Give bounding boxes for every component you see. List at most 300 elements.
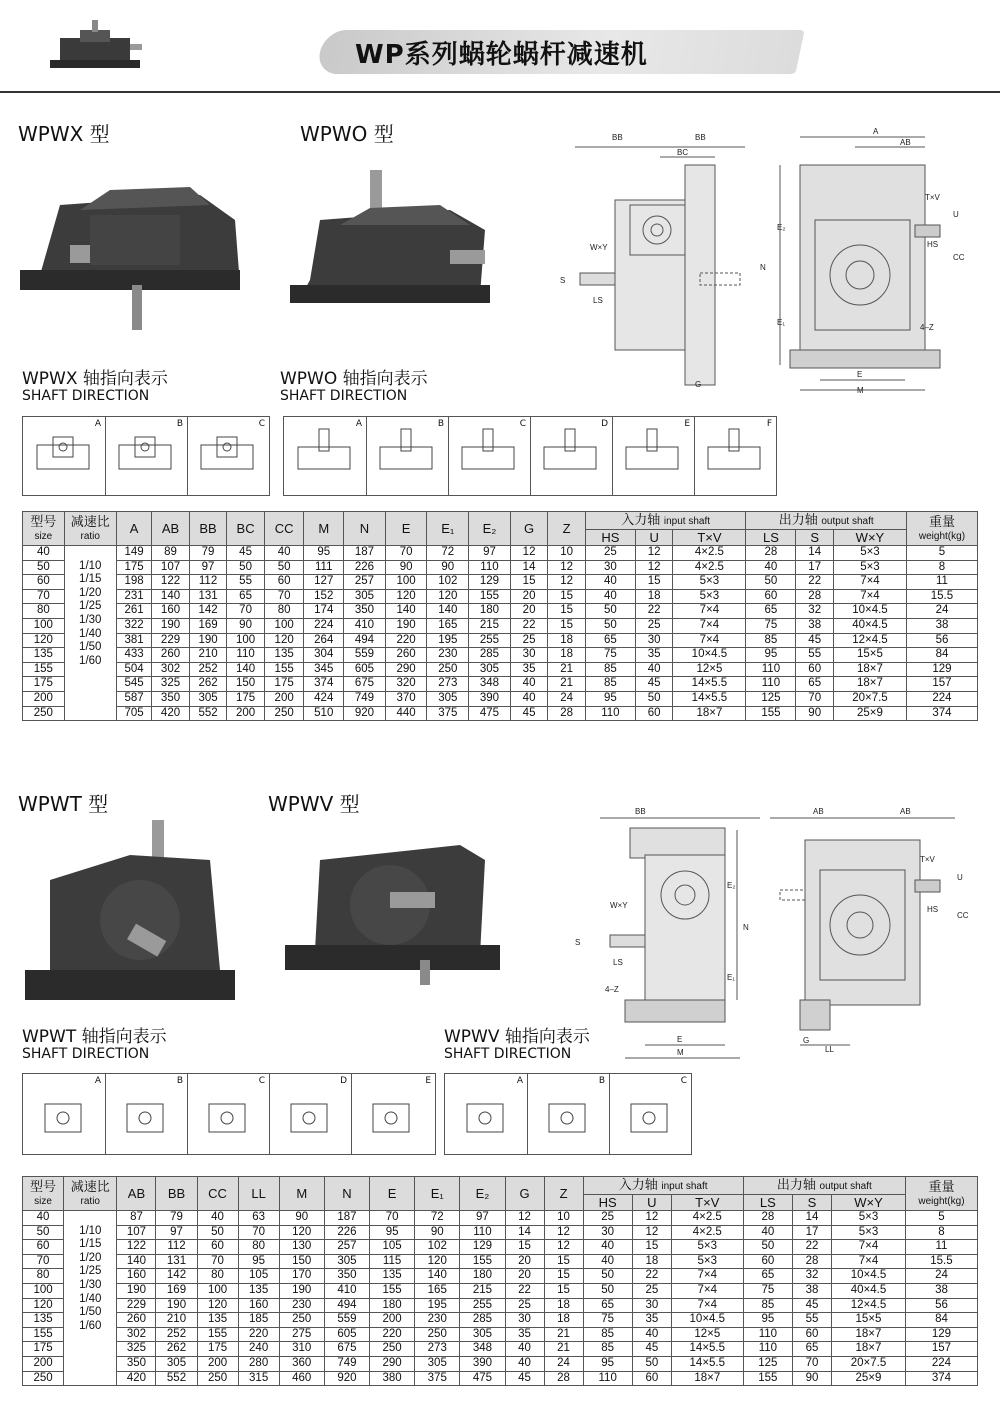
table-cell: 100 bbox=[264, 618, 304, 633]
table-cell: 50 bbox=[197, 1225, 238, 1240]
table-cell: 40×4.5 bbox=[832, 1283, 906, 1298]
table-cell: 302 bbox=[117, 1327, 156, 1342]
table-cell: 80 bbox=[238, 1240, 279, 1255]
table-cell: 185 bbox=[238, 1313, 279, 1328]
table-cell: 100 bbox=[23, 1283, 64, 1298]
table-cell: 255 bbox=[469, 633, 511, 648]
table-cell: 302 bbox=[152, 662, 190, 677]
table-cell: 170 bbox=[279, 1269, 324, 1284]
ratio-value: 1/10 bbox=[79, 1224, 102, 1237]
table-cell: 21 bbox=[548, 677, 586, 692]
dim-a: A bbox=[873, 127, 879, 136]
table-row bbox=[23, 1254, 978, 1269]
table-cell: 84 bbox=[905, 1313, 977, 1328]
table-cell: 20 bbox=[510, 604, 548, 619]
table-cell: 40 bbox=[583, 1240, 632, 1255]
table-cell: 262 bbox=[189, 677, 227, 692]
table-cell: 40 bbox=[632, 1327, 671, 1342]
table-cell: 45 bbox=[796, 633, 834, 648]
table-cell: 305 bbox=[189, 691, 227, 706]
table-cell: 7×4 bbox=[833, 589, 906, 604]
table-cell: 75 bbox=[585, 648, 635, 663]
dim-e: E bbox=[857, 370, 863, 379]
table-cell: 55 bbox=[796, 648, 834, 663]
direction-box-b: B bbox=[105, 417, 188, 495]
table-cell: 12 bbox=[510, 546, 548, 561]
table-row bbox=[23, 662, 978, 677]
table-cell: 95 bbox=[238, 1254, 279, 1269]
table-cell: 100 bbox=[23, 618, 65, 633]
table-cell: 25 bbox=[632, 1283, 671, 1298]
table-cell: 89 bbox=[152, 546, 190, 561]
table-cell: 24 bbox=[544, 1356, 583, 1371]
table-cell: 7×4 bbox=[673, 633, 746, 648]
table-cell: 5×3 bbox=[832, 1225, 906, 1240]
table-cell: 420 bbox=[117, 1371, 156, 1386]
table-row bbox=[23, 677, 978, 692]
table-cell: 50 bbox=[746, 575, 796, 590]
table-row bbox=[23, 1371, 978, 1386]
table-cell: 169 bbox=[189, 618, 227, 633]
table-cell: 5×3 bbox=[671, 1240, 743, 1255]
header-ab: AB bbox=[152, 512, 190, 546]
table-cell: 12×5 bbox=[671, 1327, 743, 1342]
table-cell: 374 bbox=[906, 706, 977, 721]
ratio-value: 1/15 bbox=[79, 573, 102, 586]
table-cell: 200 bbox=[23, 1356, 64, 1371]
table-cell: 155 bbox=[743, 1371, 792, 1386]
table-cell: 30 bbox=[635, 633, 673, 648]
dim-ll: LL bbox=[825, 1045, 834, 1054]
table-cell: 72 bbox=[415, 1211, 460, 1226]
table-cell: 70 bbox=[370, 1211, 415, 1226]
table-cell: 110 bbox=[469, 560, 511, 575]
table-cell: 65 bbox=[583, 1298, 632, 1313]
table-cell: 111 bbox=[304, 560, 344, 575]
table-cell: 110 bbox=[743, 1342, 792, 1357]
wpwt-wpwv-spec-table bbox=[22, 1176, 978, 1386]
header-ls: LS bbox=[743, 1195, 792, 1211]
table-cell: 90 bbox=[793, 1371, 832, 1386]
table-cell: 545 bbox=[116, 677, 151, 692]
table-cell: 120 bbox=[385, 589, 427, 604]
table-cell: 424 bbox=[304, 691, 344, 706]
table-cell: 60 bbox=[632, 1371, 671, 1386]
table-cell: 140 bbox=[415, 1269, 460, 1284]
table-cell: 50 bbox=[583, 1269, 632, 1284]
table-row bbox=[23, 1283, 978, 1298]
wpwx-direction-subtitle: SHAFT DIRECTION bbox=[22, 388, 150, 404]
table-cell: 50 bbox=[585, 604, 635, 619]
table-cell: 675 bbox=[344, 677, 386, 692]
table-cell: 35 bbox=[635, 648, 673, 663]
table-cell: 304 bbox=[304, 648, 344, 663]
table-cell: 75 bbox=[583, 1313, 632, 1328]
table-cell: 35 bbox=[505, 1327, 544, 1342]
table-cell: 15.5 bbox=[905, 1254, 977, 1269]
header-n: N bbox=[344, 512, 386, 546]
header-e2: E₂ bbox=[460, 1177, 505, 1211]
ratio-value: 1/50 bbox=[79, 641, 102, 654]
table-cell: 107 bbox=[117, 1225, 156, 1240]
table-cell: 40×4.5 bbox=[833, 618, 906, 633]
table-cell: 280 bbox=[238, 1356, 279, 1371]
table-cell: 28 bbox=[796, 589, 834, 604]
table-cell: 130 bbox=[279, 1240, 324, 1255]
table-cell: 21 bbox=[544, 1342, 583, 1357]
header-e: E bbox=[385, 512, 427, 546]
table-cell: 220 bbox=[370, 1327, 415, 1342]
table-cell: 50 bbox=[632, 1356, 671, 1371]
table-cell: 140 bbox=[385, 604, 427, 619]
header-ls: LS bbox=[746, 530, 796, 546]
table-cell: 305 bbox=[469, 662, 511, 677]
table-cell: 60 bbox=[264, 575, 304, 590]
dim-hs: HS bbox=[927, 240, 939, 249]
table-cell: 375 bbox=[427, 706, 469, 721]
table-cell: 107 bbox=[152, 560, 190, 575]
dim-cc: CC bbox=[957, 911, 969, 920]
table-cell: 240 bbox=[238, 1342, 279, 1357]
table-cell: 14×5.5 bbox=[673, 677, 746, 692]
wpwo-product-photo bbox=[280, 170, 510, 330]
table-cell: 262 bbox=[156, 1342, 197, 1357]
table-cell: 90 bbox=[279, 1211, 324, 1226]
table-cell: 40 bbox=[197, 1211, 238, 1226]
table-cell: 25 bbox=[583, 1211, 632, 1226]
table-row bbox=[23, 589, 978, 604]
header-output-shaft: 出力轴 output shaft bbox=[743, 1177, 905, 1195]
table-cell: 122 bbox=[117, 1240, 156, 1255]
table-cell: 273 bbox=[415, 1342, 460, 1357]
wpwx-dimension-drawing bbox=[555, 125, 975, 395]
table-cell: 15 bbox=[548, 589, 586, 604]
table-cell: 348 bbox=[469, 677, 511, 692]
table-cell: 175 bbox=[23, 677, 65, 692]
direction-box-c: C bbox=[187, 417, 269, 495]
table-cell: 250 bbox=[197, 1371, 238, 1386]
table-cell: 7×4 bbox=[671, 1298, 743, 1313]
dim-e: E bbox=[677, 1035, 683, 1044]
table-cell: 195 bbox=[427, 633, 469, 648]
table-cell: 410 bbox=[324, 1283, 369, 1298]
table-cell: 20 bbox=[505, 1269, 544, 1284]
table-cell: 40 bbox=[23, 1211, 64, 1226]
direction-box-a: A bbox=[23, 1074, 106, 1154]
table-cell: 50 bbox=[635, 691, 673, 706]
table-cell: 5×3 bbox=[833, 560, 906, 575]
table-cell: 275 bbox=[279, 1327, 324, 1342]
dim-e2: E₂ bbox=[727, 881, 736, 890]
header-rule bbox=[0, 91, 1000, 93]
table-cell: 18×7 bbox=[671, 1371, 743, 1386]
table-cell: 131 bbox=[156, 1254, 197, 1269]
table-cell: 187 bbox=[324, 1211, 369, 1226]
table-cell: 175 bbox=[264, 677, 304, 692]
table-cell: 40 bbox=[746, 560, 796, 575]
table-cell: 85 bbox=[743, 1298, 792, 1313]
table-cell: 50 bbox=[585, 618, 635, 633]
wpwv-direction-title: WPWV 轴指向表示 bbox=[444, 1027, 590, 1047]
table-cell: 230 bbox=[415, 1313, 460, 1328]
table-cell: 15 bbox=[548, 618, 586, 633]
direction-box-a: A bbox=[23, 417, 106, 495]
table-cell: 120 bbox=[279, 1225, 324, 1240]
table-cell: 18×7 bbox=[833, 677, 906, 692]
table-cell: 180 bbox=[469, 604, 511, 619]
table-cell: 410 bbox=[344, 618, 386, 633]
table-cell: 345 bbox=[304, 662, 344, 677]
ratio-value: 1/20 bbox=[79, 1251, 102, 1264]
header-cc: CC bbox=[264, 512, 304, 546]
table-cell: 749 bbox=[324, 1356, 369, 1371]
ratio-cell bbox=[64, 546, 116, 721]
table-cell: 18 bbox=[544, 1313, 583, 1328]
table-cell: 12 bbox=[548, 560, 586, 575]
dim-e2: E₂ bbox=[777, 223, 786, 232]
table-cell: 11 bbox=[906, 575, 977, 590]
table-cell: 95 bbox=[583, 1356, 632, 1371]
table-cell: 187 bbox=[344, 546, 386, 561]
table-cell: 85 bbox=[583, 1327, 632, 1342]
dim-wy: W×Y bbox=[590, 243, 608, 252]
table-cell: 305 bbox=[324, 1254, 369, 1269]
table-cell: 155 bbox=[197, 1327, 238, 1342]
table-cell: 85 bbox=[746, 633, 796, 648]
table-cell: 40 bbox=[23, 546, 65, 561]
table-cell: 255 bbox=[460, 1298, 505, 1313]
table-cell: 28 bbox=[548, 706, 586, 721]
table-cell: 70 bbox=[23, 1254, 64, 1269]
table-cell: 20×7.5 bbox=[833, 691, 906, 706]
table-cell: 12×4.5 bbox=[833, 633, 906, 648]
table-cell: 100 bbox=[197, 1283, 238, 1298]
table-cell: 149 bbox=[116, 546, 151, 561]
header-g: G bbox=[510, 512, 548, 546]
table-cell: 21 bbox=[548, 662, 586, 677]
table-cell: 325 bbox=[152, 677, 190, 692]
table-cell: 35 bbox=[632, 1313, 671, 1328]
table-cell: 180 bbox=[370, 1298, 415, 1313]
table-cell: 4×2.5 bbox=[671, 1211, 743, 1226]
table-cell: 155 bbox=[746, 706, 796, 721]
table-cell: 4×2.5 bbox=[673, 560, 746, 575]
table-cell: 552 bbox=[189, 706, 227, 721]
table-cell: 95 bbox=[746, 648, 796, 663]
table-cell: 14×5.5 bbox=[671, 1342, 743, 1357]
table-cell: 390 bbox=[460, 1356, 505, 1371]
table-cell: 135 bbox=[23, 648, 65, 663]
table-cell: 65 bbox=[585, 633, 635, 648]
table-cell: 250 bbox=[23, 1371, 64, 1386]
table-cell: 102 bbox=[415, 1240, 460, 1255]
table-cell: 90 bbox=[427, 560, 469, 575]
table-cell: 195 bbox=[415, 1298, 460, 1313]
table-cell: 40 bbox=[510, 677, 548, 692]
table-cell: 95 bbox=[585, 691, 635, 706]
table-row bbox=[23, 1313, 978, 1328]
table-cell: 155 bbox=[23, 662, 65, 677]
ratio-value: 1/60 bbox=[79, 1319, 102, 1332]
table-cell: 25 bbox=[635, 618, 673, 633]
table-cell: 105 bbox=[370, 1240, 415, 1255]
table-cell: 705 bbox=[116, 706, 151, 721]
table-row bbox=[23, 691, 978, 706]
ratio-value: 1/15 bbox=[79, 1238, 102, 1251]
ratio-value: 1/30 bbox=[79, 1278, 102, 1291]
table-cell: 55 bbox=[793, 1313, 832, 1328]
table-cell: 257 bbox=[344, 575, 386, 590]
table-cell: 4×2.5 bbox=[673, 546, 746, 561]
table-cell: 10×4.5 bbox=[833, 604, 906, 619]
table-cell: 7×4 bbox=[833, 575, 906, 590]
table-cell: 200 bbox=[370, 1313, 415, 1328]
table-cell: 7×4 bbox=[832, 1240, 906, 1255]
table-cell: 260 bbox=[152, 648, 190, 663]
table-cell: 18×7 bbox=[833, 662, 906, 677]
table-cell: 25×9 bbox=[833, 706, 906, 721]
table-cell: 305 bbox=[415, 1356, 460, 1371]
table-cell: 261 bbox=[116, 604, 151, 619]
header-bb: BB bbox=[156, 1177, 197, 1211]
header-wy: W×Y bbox=[833, 530, 906, 546]
dim-m: M bbox=[857, 386, 864, 395]
table-cell: 25 bbox=[505, 1298, 544, 1313]
table-cell: 105 bbox=[238, 1269, 279, 1284]
table-cell: 90 bbox=[227, 618, 265, 633]
table-cell: 15 bbox=[544, 1269, 583, 1284]
table-cell: 260 bbox=[385, 648, 427, 663]
dim-bb-1: BB bbox=[612, 133, 623, 142]
table-cell: 320 bbox=[385, 677, 427, 692]
table-cell: 45 bbox=[510, 706, 548, 721]
dim-g: G bbox=[803, 1036, 810, 1045]
table-cell: 97 bbox=[469, 546, 511, 561]
table-cell: 22 bbox=[793, 1240, 832, 1255]
table-cell: 494 bbox=[344, 633, 386, 648]
table-cell: 175 bbox=[197, 1342, 238, 1357]
table-cell: 110 bbox=[746, 662, 796, 677]
table-cell: 131 bbox=[189, 589, 227, 604]
table-cell: 40 bbox=[510, 691, 548, 706]
header-z: Z bbox=[548, 512, 586, 546]
table-cell: 11 bbox=[905, 1240, 977, 1255]
header-input-shaft: 入力轴 input shaft bbox=[583, 1177, 743, 1195]
direction-box-c: C bbox=[187, 1074, 270, 1154]
table-cell: 112 bbox=[189, 575, 227, 590]
table-cell: 70 bbox=[238, 1225, 279, 1240]
table-cell: 110 bbox=[746, 677, 796, 692]
table-cell: 229 bbox=[152, 633, 190, 648]
table-cell: 559 bbox=[344, 648, 386, 663]
table-row bbox=[23, 1356, 978, 1371]
header-g: G bbox=[505, 1177, 544, 1211]
table-cell: 55 bbox=[227, 575, 265, 590]
table-cell: 15 bbox=[635, 575, 673, 590]
table-cell: 180 bbox=[460, 1269, 505, 1284]
table-cell: 749 bbox=[344, 691, 386, 706]
table-cell: 28 bbox=[544, 1371, 583, 1386]
table-cell: 12 bbox=[632, 1211, 671, 1226]
table-cell: 129 bbox=[460, 1240, 505, 1255]
table-cell: 475 bbox=[469, 706, 511, 721]
table-row bbox=[23, 1298, 978, 1313]
dim-z: 4–Z bbox=[920, 323, 934, 332]
table-cell: 230 bbox=[427, 648, 469, 663]
table-cell: 80 bbox=[23, 1269, 64, 1284]
table-cell: 605 bbox=[344, 662, 386, 677]
direction-box-e: E bbox=[351, 1074, 435, 1154]
table-cell: 70 bbox=[793, 1356, 832, 1371]
table-cell: 374 bbox=[905, 1371, 977, 1386]
ratio-value: 1/40 bbox=[79, 627, 102, 640]
dim-g: G bbox=[695, 380, 702, 389]
table-cell: 22 bbox=[635, 604, 673, 619]
table-cell: 120 bbox=[197, 1298, 238, 1313]
table-cell: 155 bbox=[460, 1254, 505, 1269]
table-cell: 252 bbox=[189, 662, 227, 677]
dim-z: 4–Z bbox=[605, 985, 619, 994]
header-m: M bbox=[279, 1177, 324, 1211]
dim-ab-2: AB bbox=[900, 807, 911, 816]
table-cell: 420 bbox=[152, 706, 190, 721]
table-cell: 12×4.5 bbox=[832, 1298, 906, 1313]
table-cell: 60 bbox=[796, 662, 834, 677]
table-cell: 210 bbox=[189, 648, 227, 663]
table-cell: 494 bbox=[324, 1298, 369, 1313]
table-row bbox=[23, 1269, 978, 1284]
header-a: A bbox=[116, 512, 151, 546]
model-label-wpwv: WPWV 型 bbox=[268, 792, 360, 816]
direction-box-c: C bbox=[448, 417, 531, 495]
table-cell: 100 bbox=[385, 575, 427, 590]
table-cell: 24 bbox=[548, 691, 586, 706]
table-cell: 40 bbox=[583, 1254, 632, 1269]
table-cell: 322 bbox=[116, 618, 151, 633]
table-cell: 18×7 bbox=[832, 1342, 906, 1357]
table-cell: 142 bbox=[156, 1269, 197, 1284]
table-cell: 65 bbox=[227, 589, 265, 604]
table-cell: 38 bbox=[905, 1283, 977, 1298]
table-cell: 7×4 bbox=[832, 1254, 906, 1269]
table-cell: 587 bbox=[116, 691, 151, 706]
table-cell: 10 bbox=[548, 546, 586, 561]
table-cell: 21 bbox=[544, 1327, 583, 1342]
table-cell: 7×4 bbox=[673, 618, 746, 633]
table-cell: 252 bbox=[156, 1327, 197, 1342]
table-cell: 510 bbox=[304, 706, 344, 721]
table-row bbox=[23, 560, 978, 575]
table-cell: 110 bbox=[585, 706, 635, 721]
table-cell: 110 bbox=[583, 1371, 632, 1386]
table-cell: 5 bbox=[905, 1211, 977, 1226]
table-cell: 135 bbox=[197, 1313, 238, 1328]
dim-ls: LS bbox=[593, 296, 603, 305]
table-cell: 360 bbox=[279, 1356, 324, 1371]
table-cell: 28 bbox=[746, 546, 796, 561]
table-cell: 28 bbox=[743, 1211, 792, 1226]
table-cell: 65 bbox=[746, 604, 796, 619]
table-cell: 200 bbox=[227, 706, 265, 721]
table-cell: 169 bbox=[156, 1283, 197, 1298]
dim-ab-1: AB bbox=[813, 807, 824, 816]
table-cell: 140 bbox=[427, 604, 469, 619]
wpwv-direction-subtitle: SHAFT DIRECTION bbox=[444, 1046, 572, 1062]
table-cell: 22 bbox=[505, 1283, 544, 1298]
header-tv: T×V bbox=[673, 530, 746, 546]
table-cell: 18 bbox=[632, 1254, 671, 1269]
table-cell: 80 bbox=[264, 604, 304, 619]
